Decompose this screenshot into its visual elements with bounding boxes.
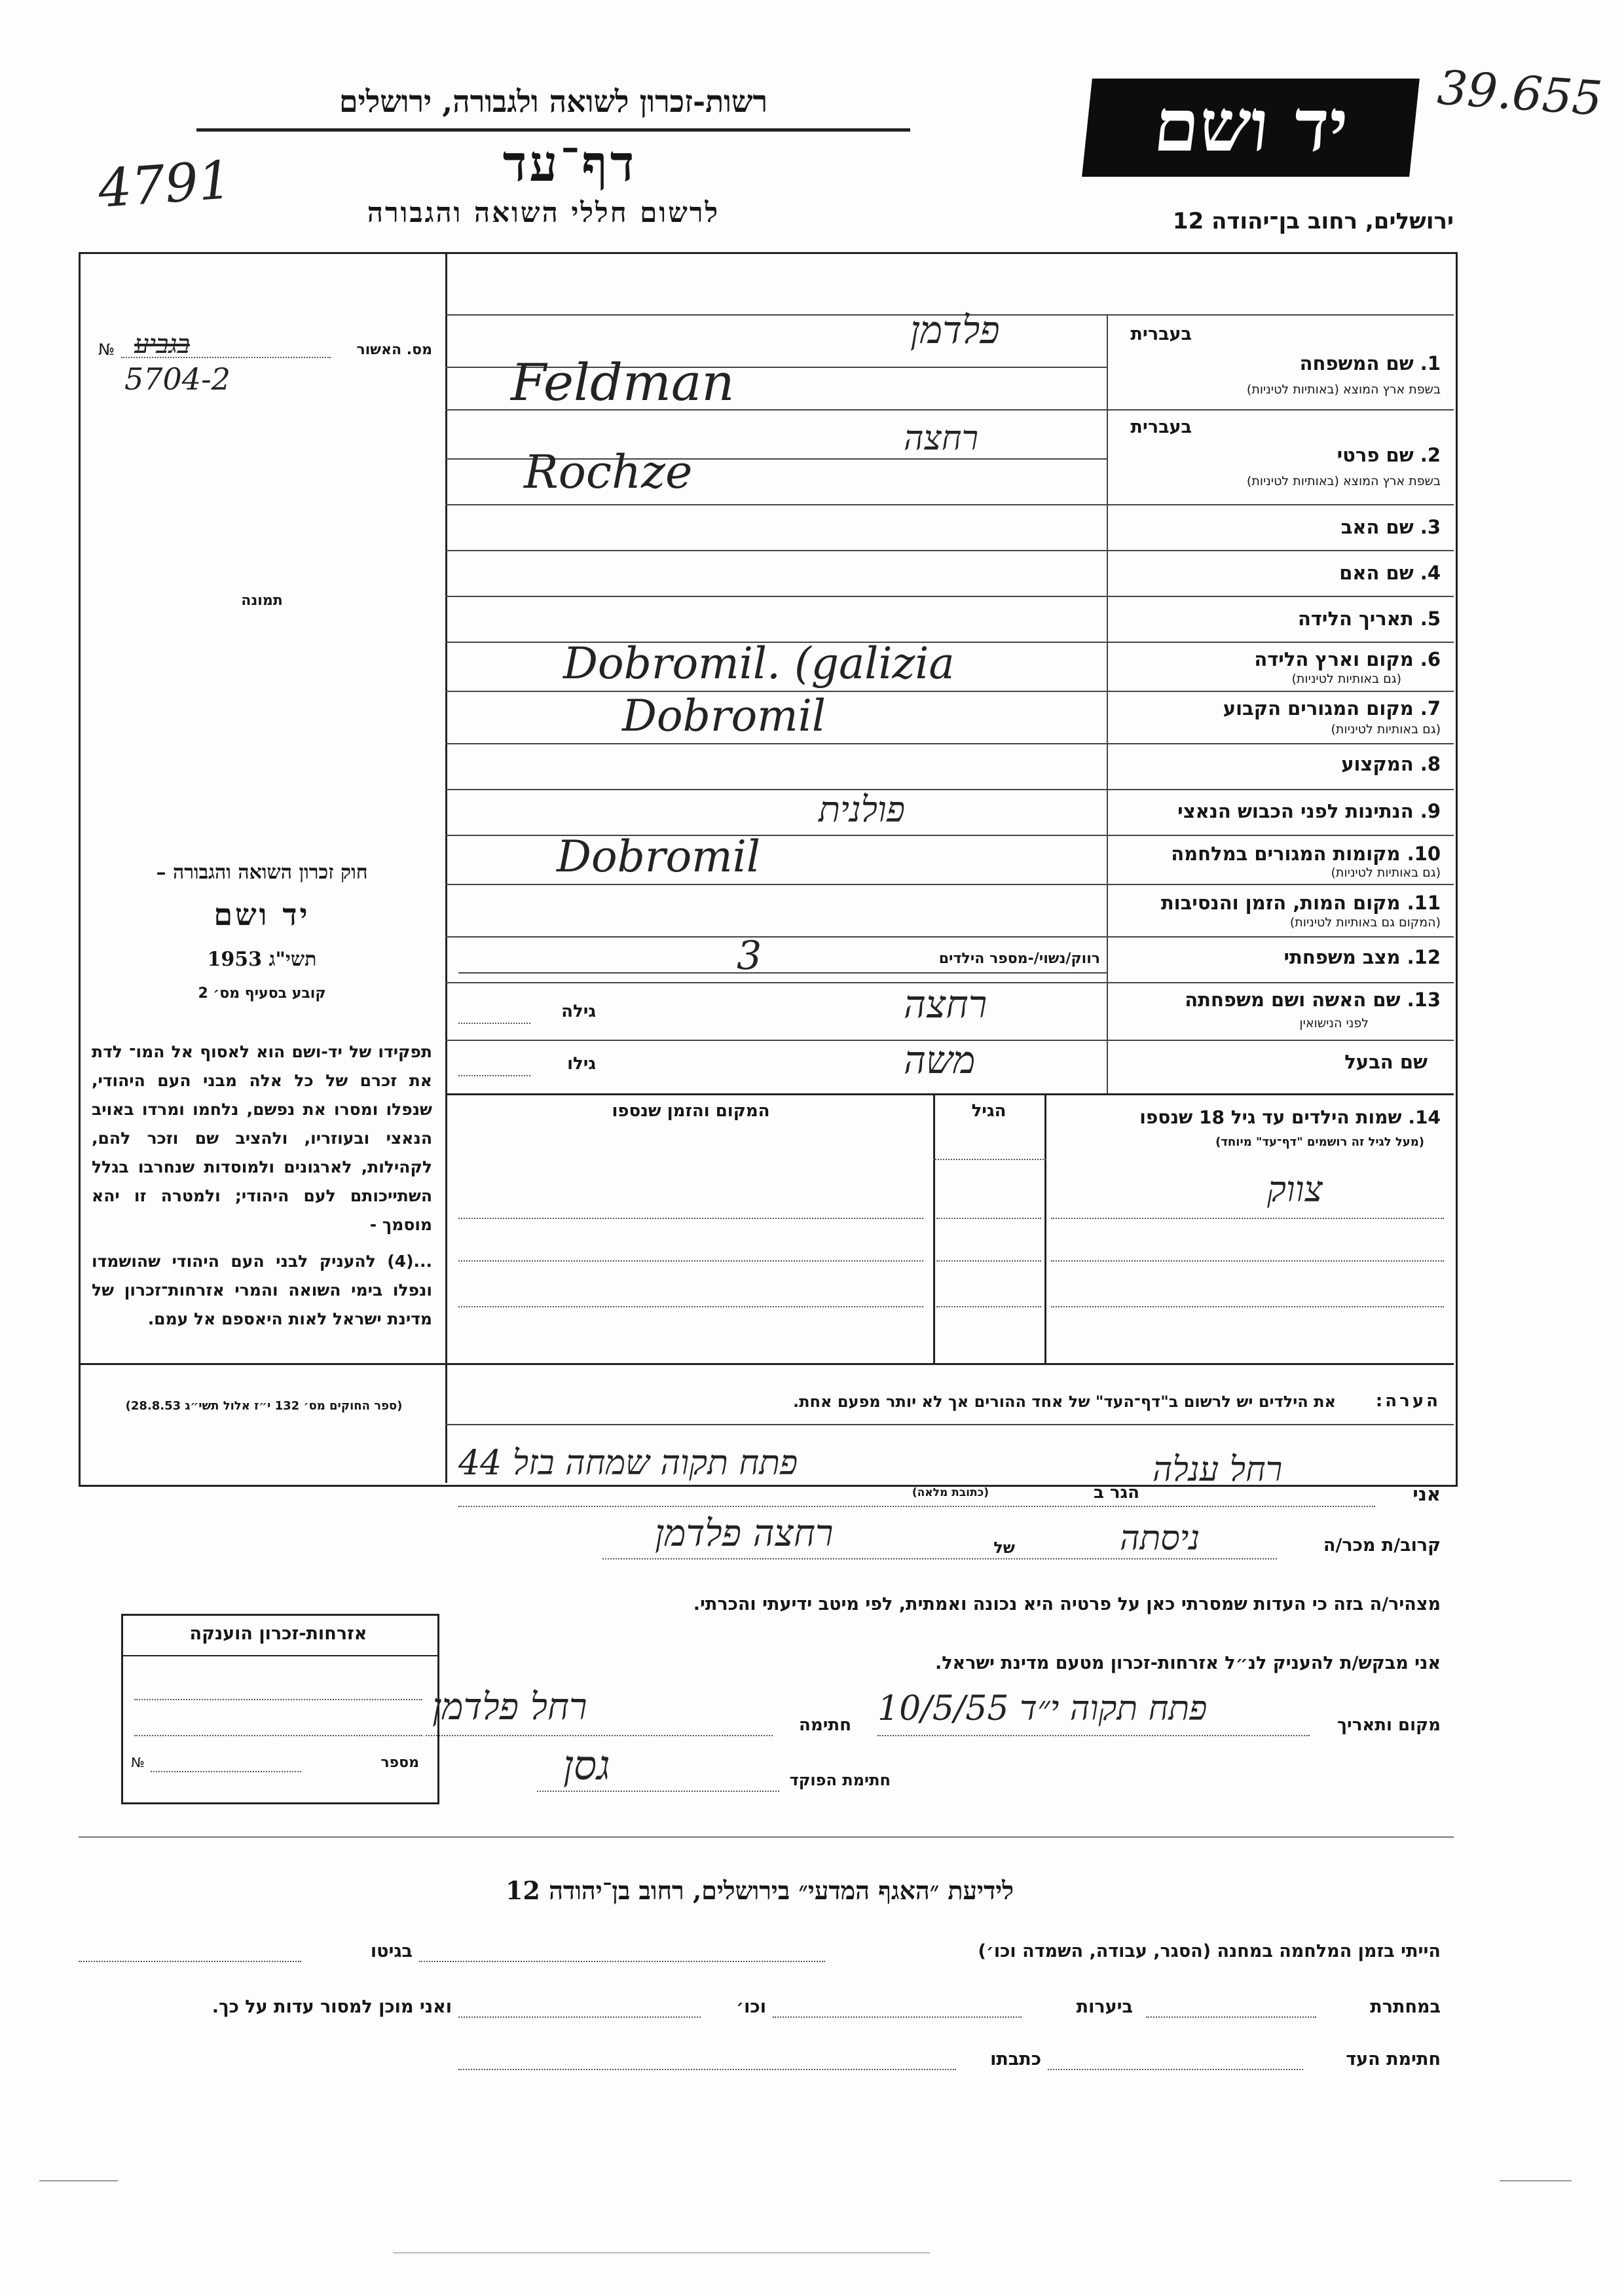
- field-10-sublabel: (גם באותיות לטיניות): [1331, 866, 1441, 880]
- footer-line2-c: וכו׳: [736, 1997, 766, 2017]
- field-12-options: רווק/נשוי/-מספר הילדים: [938, 951, 1100, 967]
- signature-label: חתימה: [799, 1715, 851, 1735]
- approval-number: 5704-2: [124, 361, 231, 397]
- field-6-label: 6. מקום וארץ הלידה: [1254, 648, 1441, 670]
- field-13-label: 13. שם האשה ושם משפחתה: [1185, 989, 1441, 1011]
- law-text-1: תפקידו של יד-ושם הוא לאסוף אל המו־ לדת את זכרם של כל אלה מבני העם היהודי, שנפלו ומסרו את נפשם, נלחמו ומרדו באויב הנאצי ובעוזריו, ולהציב שם וזכר להם, לקהילות, לארגונים ולמוסדות שנחרבו בגלל השתייכותם לעם היהודי; ולמטרה זו יהא מוסמך -: [92, 1042, 432, 1234]
- law-text-2: ...(4) להעניק לבני העם היהודי שהושמדו ונפלו בימי השואה והמרי אזרחות־זכרון של מדינת ישראל לאות היאספם אל עמם.: [92, 1252, 432, 1328]
- field-9-label: 9. הנתינות לפני הכבוש הנאצי: [1177, 800, 1441, 822]
- field-7-sublabel: (גם באותיות לטיניות): [1331, 722, 1441, 737]
- full-address-hint: (כתובת מלאה): [912, 1486, 989, 1499]
- in-hebrew-label-1: בעברית: [1130, 324, 1192, 344]
- footer-line3-a: חתימת העד: [1346, 2049, 1441, 2069]
- field-14-child-1: צווק: [1267, 1169, 1323, 1210]
- place-date-value: פתח תקוה י״ד 10/5/55: [877, 1689, 1208, 1728]
- field-14-sublabel: (מעל לגיל זה רושמים "דף־עד" מיוחד): [1215, 1135, 1424, 1149]
- footer-line3-b: כתבתו: [990, 2049, 1041, 2069]
- field-2-label: 2. שם פרטי: [1337, 444, 1441, 466]
- request-text: אני מבקש/ת להעניק לנ״ל אזרחות-זכרון מטעם מדינת ישראל.: [934, 1653, 1441, 1673]
- residing-value: פתח תקוה שמחה בזל 44: [458, 1444, 798, 1483]
- field-12-label: 12. מצב משפחתי: [1283, 946, 1441, 968]
- husband-label: שם הבעל: [1344, 1051, 1428, 1073]
- field-10-label: 10. מקומות המגורים במלחמה: [1171, 843, 1441, 865]
- field-14-age-header: הגיל: [971, 1101, 1006, 1121]
- residing-label: הגר ב: [1093, 1483, 1139, 1503]
- field-2-latin-value: Rochze: [524, 445, 693, 499]
- law-section: קובע בסעיף מס׳ 2: [198, 985, 326, 1002]
- approval-number-crossed: בגביע: [134, 329, 190, 359]
- field-1-hebrew-value: פלדמן: [910, 308, 1000, 352]
- relative-value: ניסתה: [1120, 1519, 1200, 1558]
- page-title: דף־עד: [502, 134, 637, 192]
- note-text: את הילדים יש לרשום ב"דף־העד" של אחד ההורים אך לא יותר מפעם אחת.: [793, 1393, 1336, 1411]
- inspector-signature: גסן: [563, 1741, 610, 1789]
- footer-line2-d: ואני מוכן למסור עדות על כך.: [212, 1997, 452, 2017]
- field-7-value: Dobromil: [622, 691, 826, 741]
- field-1-sublabel: בשפת ארץ המוצא (באותיות לטיניות): [1246, 382, 1441, 397]
- field-12-value: 3: [737, 933, 762, 979]
- footer-line2-b: ביערות: [1076, 1997, 1133, 2017]
- field-6-value: Dobromil. (galizia: [563, 638, 955, 689]
- of-label: של: [993, 1539, 1015, 1557]
- field-5-label: 5. תאריך הלידה: [1297, 608, 1441, 630]
- approval-label: מס. האשור: [356, 342, 432, 358]
- handwritten-ref-top-right: 39.655: [1435, 60, 1604, 126]
- field-7-label: 7. מקום המגורים הקבוע: [1223, 697, 1441, 720]
- authority-name: רשות-זכרון לשואה ולגבורה, ירושלים: [339, 84, 768, 119]
- page-subtitle: לרשום חללי השואה והגבורה: [367, 196, 720, 228]
- field-11-sublabel: (המקום גם באותיות לטיניות): [1289, 915, 1441, 930]
- field-1-latin-value: Feldman: [511, 354, 735, 412]
- field-14-place-header: המקום והזמן שנספו: [612, 1101, 770, 1121]
- law-reference: (ספר החוקים מס׳ 132 י״ז אלול תשי״ג 28.8.53): [125, 1399, 403, 1413]
- signature-value: רחל פלדמן: [432, 1686, 587, 1728]
- declaration-text: מצהיר/ה בזה כי העדות שמסרתי כאן על פרטיה היא נכונה ואמתית, לפי מיטב ידיעתי והכרתי.: [693, 1594, 1441, 1614]
- law-year: תשי"ג 1953: [207, 948, 317, 971]
- in-hebrew-label-2: בעברית: [1130, 417, 1192, 437]
- note-label: הערה:: [1375, 1391, 1441, 1411]
- citizenship-number-label: מספר: [380, 1755, 419, 1771]
- relative-label: קרוב/ת מכר/ה: [1323, 1535, 1441, 1556]
- field-9-value: פולנית: [819, 789, 906, 830]
- field-6-sublabel: (גם באותיות לטיניות): [1291, 672, 1401, 686]
- law-name: יד ושם: [213, 897, 310, 932]
- citizenship-box-title: אזרחות-זכרון הוענקה: [189, 1624, 367, 1644]
- age-label-husband: גילו: [567, 1054, 596, 1074]
- age-label-wife: גילה: [561, 1002, 596, 1021]
- citizenship-no-mark: №: [131, 1755, 145, 1770]
- place-date-label: מקום ותאריך: [1337, 1715, 1441, 1735]
- no-mark: №: [98, 340, 115, 359]
- footer-title: לידיעת ״האגף המדעי״ בירושלים, רחוב בן־יהודה 12: [505, 1876, 1014, 1905]
- footer-line1-label: הייתי בזמן המלחמה במחנה (הסגר, עבודה, השמדה וכו׳): [978, 1941, 1441, 1961]
- field-3-label: 3. שם האב: [1340, 516, 1441, 538]
- law-title: חוק זכרון השואה והגבורה –: [156, 861, 368, 884]
- field-4-label: 4. שם האם: [1339, 562, 1441, 584]
- declarant-name: רחל ענלה: [1153, 1450, 1283, 1489]
- field-11-label: 11. מקום המות, הזמן והנסיבות: [1160, 892, 1441, 914]
- field-14-label: 14. שמות הילדים עד גיל 18 שנספו: [1139, 1106, 1441, 1128]
- field-2-sublabel: בשפת ארץ המוצא (באותיות לטיניות): [1246, 474, 1441, 488]
- photo-label: תמונה: [241, 592, 283, 609]
- logo: [1082, 79, 1420, 177]
- of-value: רחצה פלדמן: [655, 1512, 834, 1555]
- logo-text: יד ושם: [1150, 83, 1352, 168]
- field-13-sublabel: לפני הנישואין: [1299, 1016, 1369, 1030]
- field-13-value: רחצה: [904, 982, 987, 1027]
- footer-line2-a: במחתרת: [1370, 1997, 1441, 2017]
- declarant-label: אני: [1412, 1483, 1441, 1505]
- field-2-hebrew-value: רחצה: [904, 419, 979, 458]
- field-10-value: Dobromil: [557, 831, 760, 882]
- field-8-label: 8. המקצוע: [1341, 753, 1441, 775]
- inspector-label: חתימת הפוקד: [789, 1771, 891, 1789]
- husband-value: משה: [904, 1038, 976, 1082]
- address: ירושלים, רחוב בן־יהודה 12: [1172, 208, 1454, 234]
- handwritten-ref-top-left: 4791: [96, 149, 234, 219]
- field-1-label: 1. שם המשפחה: [1299, 352, 1441, 374]
- footer-line1-end: בגיטו: [370, 1941, 413, 1961]
